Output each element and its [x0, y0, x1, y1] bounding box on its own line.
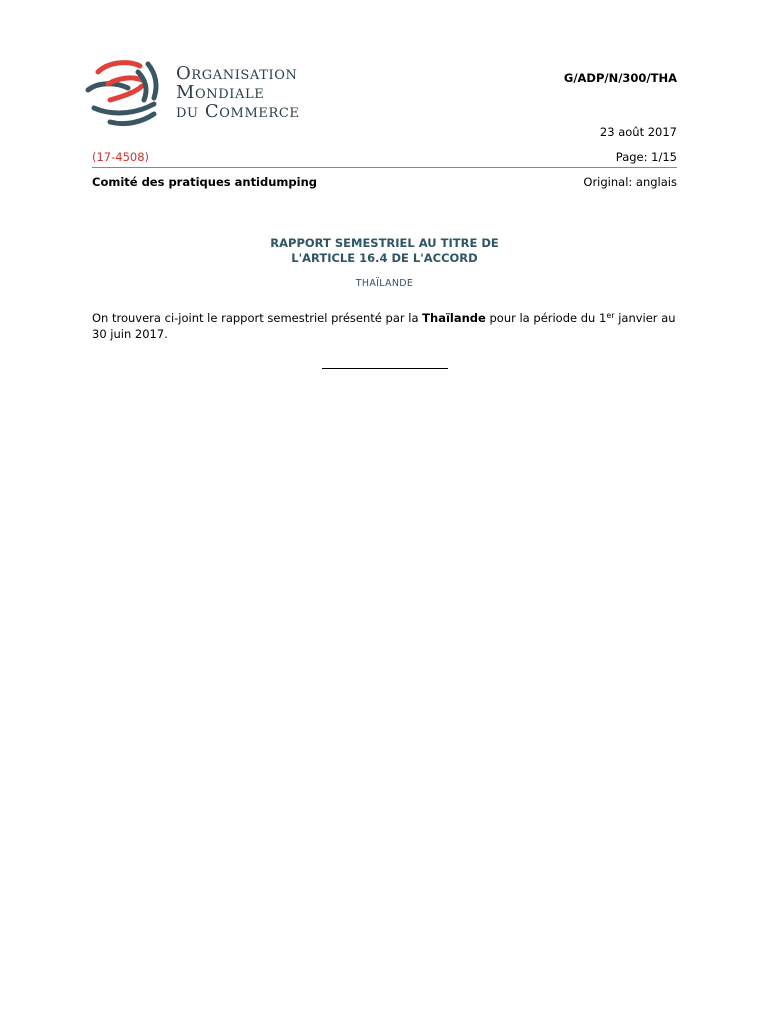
wto-logo-icon [84, 56, 170, 132]
body-paragraph [92, 311, 680, 342]
body-superscript: er [606, 311, 615, 320]
page-number: Page: 1/15 [615, 150, 677, 164]
body-text-part-1: On trouvera ci-joint le rapport semestriel présenté par la [92, 311, 423, 325]
committee-name: Comité des pratiques antidumping [92, 175, 317, 189]
document-symbol: G/ADP/N/300/THA [563, 71, 677, 85]
reference-row [92, 150, 677, 168]
original-language: Original: anglais [583, 175, 677, 189]
country-name: THAÏLANDE [355, 278, 414, 289]
org-line-3: du Commerce [176, 101, 300, 122]
document-title [92, 236, 677, 266]
document-date: 23 août 2017 [599, 125, 677, 139]
title-line-1: RAPPORT SEMESTRIEL AU TITRE DE [270, 236, 499, 250]
body-country-bold: Thaïlande [422, 311, 486, 325]
organization-name [176, 64, 299, 121]
closing-rule [322, 368, 448, 369]
body-text-part-2: pour la période du 1 [485, 311, 607, 325]
org-line-2: Mondiale [176, 82, 265, 103]
wto-logo [84, 56, 334, 132]
org-line-1: Organisation [176, 63, 298, 84]
reference-number: (17-4508) [92, 150, 150, 164]
title-line-2: L'ARTICLE 16.4 DE L'ACCORD [291, 251, 478, 265]
body-text-part-3: janvier au 30 juin 2017. [92, 311, 676, 341]
